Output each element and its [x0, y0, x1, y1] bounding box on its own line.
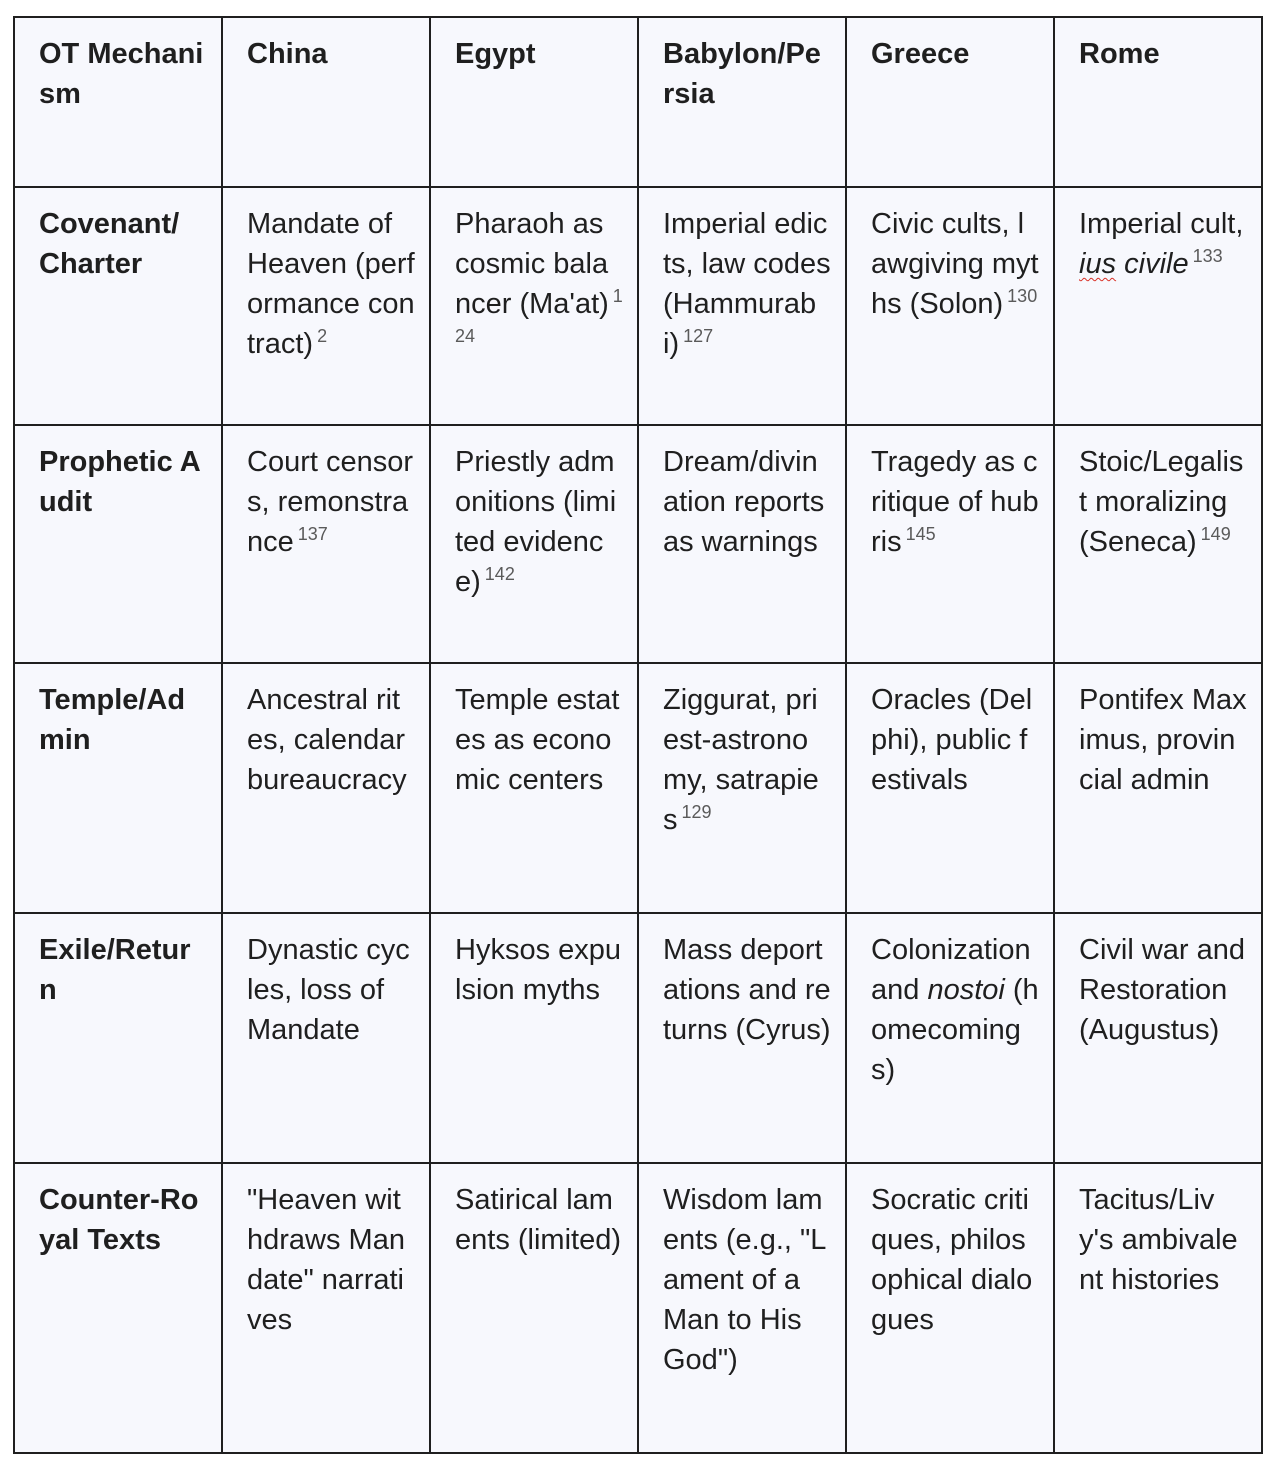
- citation-ref[interactable]: 133: [1192, 246, 1223, 267]
- citation-ref[interactable]: 2: [317, 326, 328, 347]
- row-label: Counter-Royal Texts: [14, 1163, 222, 1453]
- row-label: Exile/Return: [14, 913, 222, 1163]
- citation-ref[interactable]: 145: [905, 524, 936, 545]
- cell-text: "Heaven withdraws Mandate" narratives: [247, 1184, 405, 1336]
- row-label: Covenant/ Charter: [14, 187, 222, 425]
- cell-text: Mass deportations and returns (Cyrus): [663, 934, 831, 1046]
- citation-ref[interactable]: 129: [681, 802, 712, 823]
- cell-text: Pontifex Maximus, provincial admin: [1079, 684, 1247, 796]
- header-china: China: [222, 17, 430, 187]
- cell-text: Oracles (Delphi), public festivals: [871, 684, 1033, 796]
- header-greece: Greece: [846, 17, 1054, 187]
- cell-text: Mandate of Heaven (performance contract): [247, 208, 415, 360]
- table-row-exile-return: [14, 913, 1262, 1163]
- cell-greece: [846, 663, 1054, 913]
- cell-rome: [1054, 663, 1262, 913]
- cell-text: Court censors, remonstrance: [247, 446, 414, 558]
- cell-text: Satirical laments (limited): [455, 1184, 621, 1256]
- cell-egypt: [430, 663, 638, 913]
- cell-text: Dynastic cycles, loss of Mandate: [247, 934, 410, 1046]
- cell-text: Hyksos expulsion myths: [455, 934, 622, 1006]
- cell-china: [222, 1163, 430, 1453]
- cell-rome: [1054, 425, 1262, 663]
- cell-rome: [1054, 187, 1262, 425]
- cell-egypt: [430, 187, 638, 425]
- cell-text: (homecomings): [871, 974, 1039, 1086]
- cell-babylon-persia: [638, 187, 846, 425]
- cell-egypt: [430, 913, 638, 1163]
- citation-ref[interactable]: 149: [1200, 524, 1231, 545]
- cell-greece: [846, 1163, 1054, 1453]
- citation-ref[interactable]: 130: [1007, 286, 1038, 307]
- cell-egypt: [430, 425, 638, 663]
- header-egypt: Egypt: [430, 17, 638, 187]
- citation-ref[interactable]: 127: [683, 326, 714, 347]
- cell-babylon-persia: [638, 425, 846, 663]
- cell-text: Civic cults, lawgiving myths (Solon): [871, 208, 1039, 320]
- cell-text: Tragedy as critique of hubris: [871, 446, 1039, 558]
- citation-ref[interactable]: 124: [455, 286, 623, 347]
- header-babylon-persia: Babylon/Persia: [638, 17, 846, 187]
- cell-babylon-persia: [638, 1163, 846, 1453]
- cell-china: [222, 663, 430, 913]
- cell-text: Wisdom laments (e.g., "Lament of a Man to His God"): [663, 1184, 827, 1376]
- table-row-covenant: [14, 187, 1262, 425]
- cell-text: Socratic critiques, philosophical dialogues: [871, 1184, 1033, 1336]
- cell-text: Imperial edicts, law codes (Hammurabi): [663, 208, 831, 360]
- table-row-counter-royal: [14, 1163, 1262, 1453]
- cell-babylon-persia: [638, 913, 846, 1163]
- cell-text: Stoic/Legalist moralizing (Seneca): [1079, 446, 1244, 558]
- cell-china: [222, 425, 430, 663]
- cell-text: Pharaoh as cosmic balancer (Ma'at): [455, 208, 609, 320]
- header-rome: Rome: [1054, 17, 1262, 187]
- cell-text: Ziggurat, priest-astronomy, satrapies: [663, 684, 819, 836]
- citation-ref[interactable]: 142: [484, 564, 515, 585]
- row-label: Prophetic Audit: [14, 425, 222, 663]
- italic-term: ius: [1079, 248, 1117, 280]
- cell-greece: [846, 425, 1054, 663]
- header-ot-mechanism: OT Mechanism: [14, 17, 222, 187]
- table-row-prophetic-audit: [14, 425, 1262, 663]
- cell-text: Civil war and Restoration (Augustus): [1079, 934, 1245, 1046]
- cell-text: Tacitus/Livy's ambivalent histories: [1079, 1184, 1238, 1296]
- cell-text: Priestly admonitions (limited evidence): [455, 446, 617, 598]
- cell-text: Dream/divination reports as warnings: [663, 446, 825, 558]
- row-label: Temple/Admin: [14, 663, 222, 913]
- cell-babylon-persia: [638, 663, 846, 913]
- cell-greece: [846, 913, 1054, 1163]
- italic-term: nostoi: [927, 974, 1005, 1006]
- cell-china: [222, 187, 430, 425]
- cell-text: Colonization and: [871, 934, 1031, 1006]
- citation-ref[interactable]: 137: [297, 524, 328, 545]
- cell-rome: [1054, 1163, 1262, 1453]
- header-row: [14, 17, 1262, 187]
- italic-term: civile: [1124, 248, 1189, 280]
- cell-text: Imperial cult,: [1079, 208, 1244, 240]
- table-row-temple-admin: [14, 663, 1262, 913]
- cell-text: Temple estates as economic centers: [455, 684, 620, 796]
- cell-china: [222, 913, 430, 1163]
- cell-text: Ancestral rites, calendar bureaucracy: [247, 684, 407, 796]
- cell-rome: [1054, 913, 1262, 1163]
- comparison-table: [13, 16, 1263, 1454]
- cell-egypt: [430, 1163, 638, 1453]
- cell-greece: [846, 187, 1054, 425]
